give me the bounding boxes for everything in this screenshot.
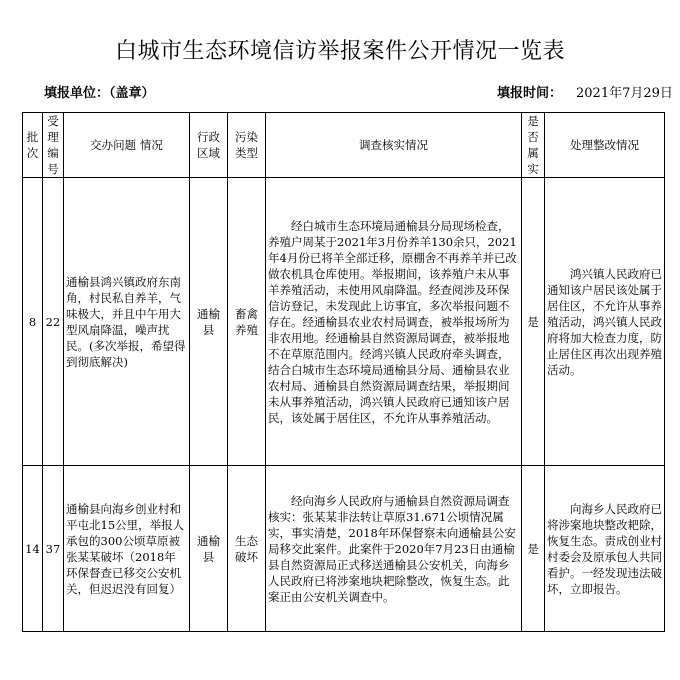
cell-region: 通榆县 xyxy=(190,466,228,632)
cell-batch: 14 xyxy=(23,466,43,632)
col-header-id: 受理编号 xyxy=(43,113,64,178)
col-header-handling: 处理整改情况 xyxy=(545,113,665,178)
handling-text: 鸿兴镇人民政府已通知该户居民该处属于居住区，不允许从事养殖活动，鸿兴镇人民政府将加大检查力度，防止居住区再次出现养殖活动。 xyxy=(547,266,662,377)
cell-id: 37 xyxy=(43,466,64,632)
cell-handling xyxy=(545,466,665,632)
cell-true: 是 xyxy=(522,466,545,632)
col-header-true: 是否属实 xyxy=(522,113,545,178)
handling-text: 向海乡人民政府已将涉案地块整改耙除，恢复生态。责成创业村村委会及原承包人共同看护。一经发现违法破坏，立即报告。 xyxy=(547,501,662,596)
reporting-time xyxy=(497,82,673,101)
col-header-investigation: 调查核实情况 xyxy=(266,113,522,178)
table-row xyxy=(23,178,665,466)
cell-handling xyxy=(545,178,665,466)
cell-issue: 通榆县鸿兴镇政府东南角，村民私自养羊，气味极大，并且中午用大型风扇降温，噪声扰民。(多次举报，希望得到彻底解决) xyxy=(64,178,190,466)
col-header-region: 行政区域 xyxy=(190,113,228,178)
cell-investigation xyxy=(266,178,522,466)
case-table xyxy=(22,112,665,632)
cell-type: 生态破坏 xyxy=(228,466,266,632)
col-header-type: 污染类型 xyxy=(228,113,266,178)
cell-id: 22 xyxy=(43,178,64,466)
reporting-unit: 填报单位：（盖章） xyxy=(44,86,155,101)
col-header-batch: 批次 xyxy=(23,113,43,178)
page-title: 白城市生态环境信访举报案件公开情况一览表 xyxy=(114,39,565,64)
table-header-row xyxy=(23,113,665,178)
investigation-text: 经向海乡人民政府与通榆县自然资源局调查核实：张某某非法转让草原31.671公顷情况属实，事实清楚，2018年环保督察未向通榆县公安局移交此案件。此案件于2020年7月23日由通榆县自然资源局正式移送通榆县公安机关，向海乡人民政府已将涉案地块耙除整改，恢复生态。此案正由公安机关调查中。 xyxy=(268,493,516,604)
cell-issue: 通榆县向海乡创业村和平屯北15公里，举报人承包的300公顷草原被张某某破坏（2018年环保督查已移交公安机关，但迟迟没有回复） xyxy=(64,466,190,632)
investigation-text: 经白城市生态环境局通榆县分局现场检查，养殖户周某于2021年3月份养羊130余只，2021年4月份已将羊全部迁移，原棚舍不再养羊并已改做农机具仓库使用。举报期间，该养殖户未从事羊养殖活动，未使用风扇降温。经查阅涉及环保信访登记，未发现此上访事宜，多次举报问题不存在。经通榆县农业农村局调查，被举报场所为非农用地。经通榆县自然资源局调查，被举报地不在草原范围内。经鸿兴镇人民政府牵头调查，结合白城市生态环境局通榆县分局、通榆县农业农村局、通榆县自然资源局调查结果，举报期间未从事养殖活动，鸿兴镇人民政府已通知该户居民，该处属于居住区，不允许从事养殖活动。 xyxy=(268,218,517,425)
cell-batch: 8 xyxy=(23,178,43,466)
cell-type: 畜禽养殖 xyxy=(228,178,266,466)
col-header-issue: 交办问题 情况 xyxy=(64,113,190,178)
cell-region: 通榆县 xyxy=(190,178,228,466)
cell-investigation xyxy=(266,466,522,632)
reporting-time-value: 2021年7月29日 xyxy=(576,86,673,101)
table-row xyxy=(23,466,665,632)
cell-true: 是 xyxy=(522,178,545,466)
reporting-time-label: 填报时间： xyxy=(497,86,563,101)
